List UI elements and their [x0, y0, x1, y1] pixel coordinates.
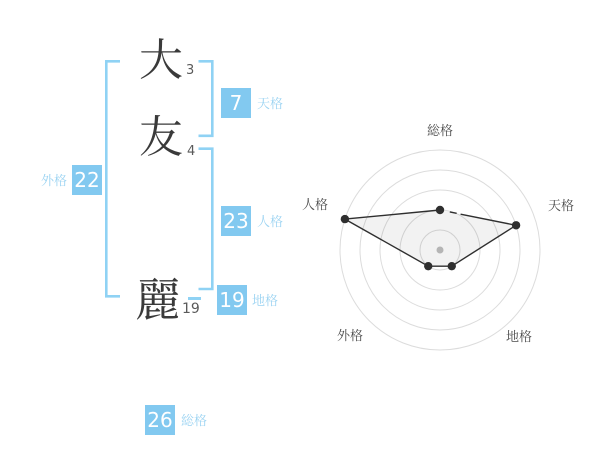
chikaku-label: 地格 — [252, 294, 279, 309]
jinkaku-bracket — [199, 149, 213, 289]
radar-data-point — [448, 262, 456, 270]
radar-chart — [340, 150, 540, 350]
name-char-2: 友 — [139, 112, 183, 163]
radar-data-point — [436, 206, 444, 214]
chikaku-value-box: 19 — [217, 285, 247, 315]
radar-data-point — [512, 221, 520, 229]
name-char-3-strokes: 19 — [182, 301, 200, 317]
gaikaku-label: 外格 — [40, 174, 67, 189]
gaikaku-bracket — [106, 61, 120, 296]
gaikaku-value-box: 22 — [72, 165, 102, 195]
radar-axis-soukaku: 総格 — [426, 124, 453, 139]
name-char-2-strokes: 4 — [187, 144, 196, 159]
tenkaku-bracket — [199, 61, 213, 136]
radar-axis-jinkaku: 人格 — [301, 198, 328, 213]
tenkaku-label: 天格 — [257, 97, 284, 112]
radar-data-point — [424, 262, 432, 270]
radar-center-dot — [437, 247, 444, 254]
radar-axis-gaikaku: 外格 — [336, 329, 363, 344]
radar-axis-chikaku: 地格 — [505, 330, 532, 345]
soukaku-label: 総格 — [181, 414, 208, 429]
name-char-1: 大 — [139, 35, 183, 86]
name-char-3: 麗 — [135, 273, 181, 327]
radar-series-area — [345, 210, 516, 266]
tenkaku-value-box: 7 — [221, 88, 251, 118]
soukaku-value-box: 26 — [145, 405, 175, 435]
jinkaku-value-box: 23 — [221, 206, 251, 236]
name-char-1-strokes: 3 — [186, 63, 195, 78]
radar-axis-tenkaku: 天格 — [547, 199, 574, 214]
jinkaku-label: 人格 — [257, 215, 284, 230]
radar-data-point — [341, 215, 349, 223]
